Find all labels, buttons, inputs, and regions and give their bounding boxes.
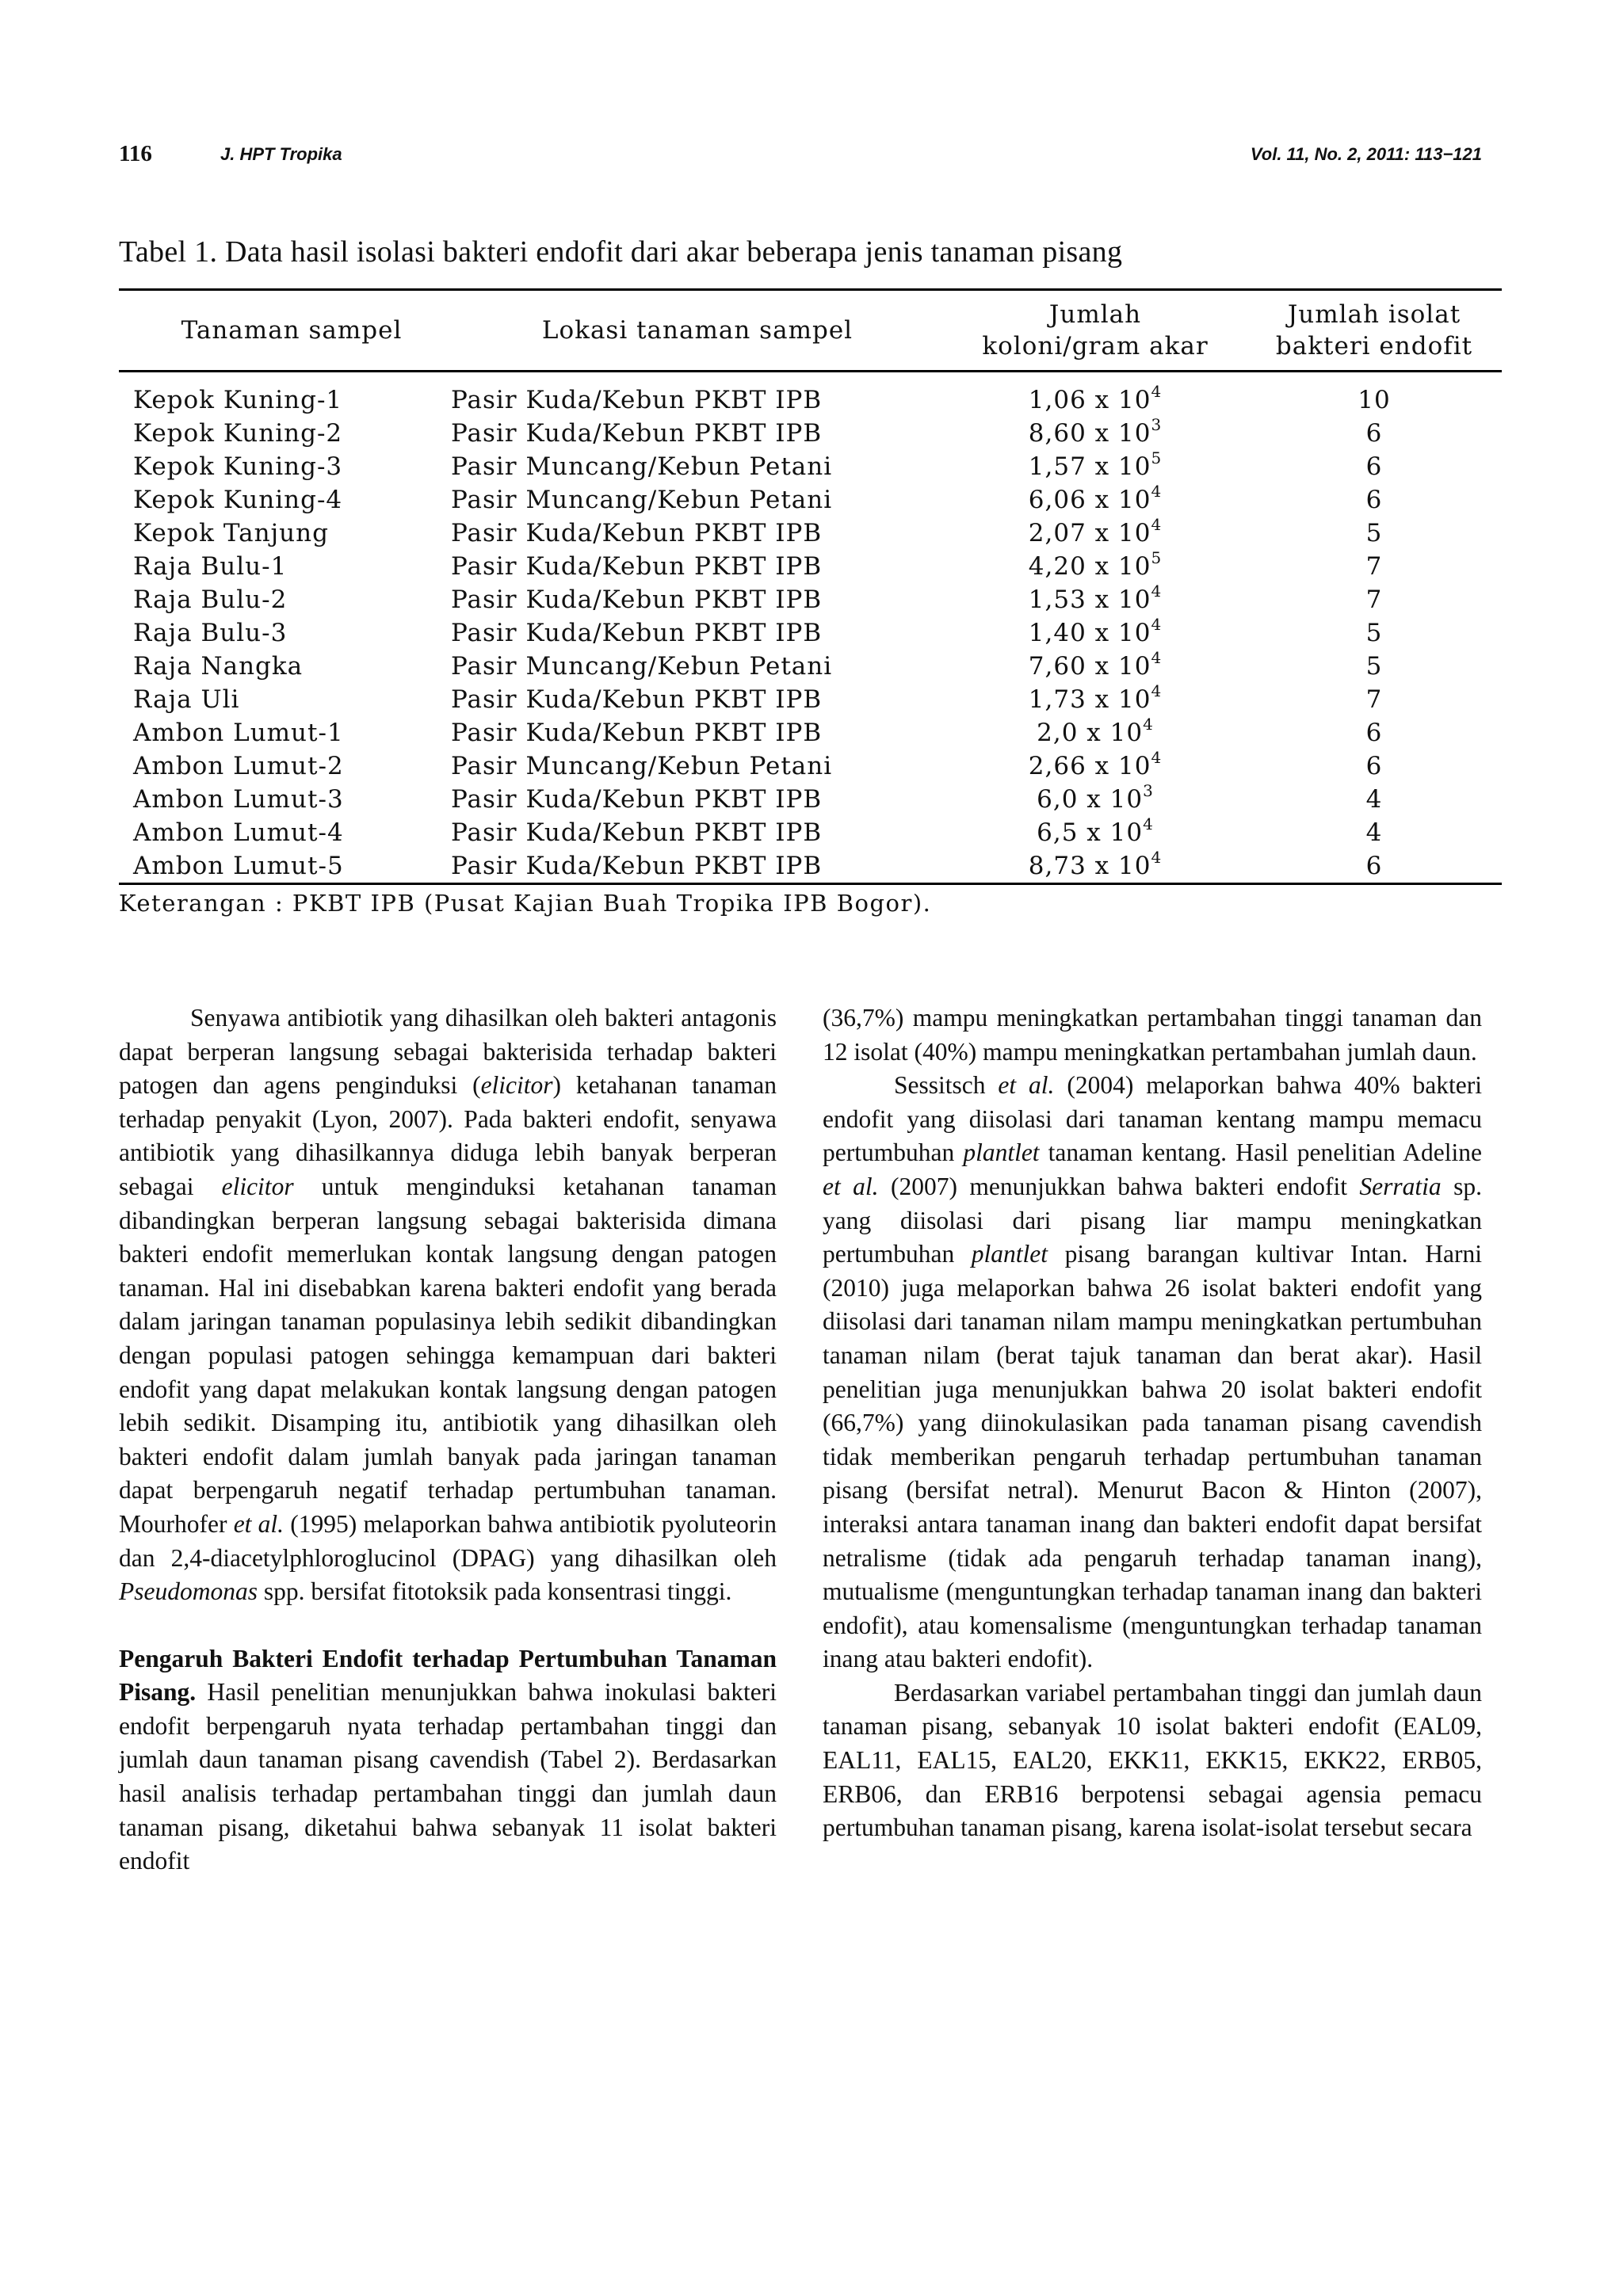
cell-plant: Ambon Lumut-2 [133,752,344,780]
paragraph: (36,7%) mampu meningkatkan pertambahan tinggi tanaman dan 12 isolat (40%) mampu meningkatkan pertambahan jumlah daun. [823,1004,1482,1066]
italic-term: et al. [998,1071,1055,1100]
cell-isolates: 4 [1365,785,1383,814]
colonies-base: 7,60 x 10 [1028,652,1151,681]
colonies-base: 1,73 x 10 [1028,685,1151,714]
col-header-location: Lokasi tanaman sampel [451,290,944,372]
text-run: (2004) melaporkan bahwa 40% bakteri endofit yang diisolasi dari tanaman kentang mampu memacu pertumbuhan [823,1071,1482,1167]
cell-colonies [944,683,1247,716]
colonies-exponent: 3 [1143,781,1154,800]
table-row [119,749,1502,783]
cell-location: Pasir Muncang/Kebun Petani [451,452,833,481]
colonies-base: 6,0 x 10 [1037,785,1144,814]
data-table [119,288,1482,917]
cell-location: Pasir Kuda/Kebun PKBT IPB [451,719,823,747]
cell-colonies [944,650,1247,683]
right-column [823,1001,1482,1845]
italic-term: et al. [233,1509,285,1538]
colonies-exponent: 4 [1151,848,1163,867]
text-run: ) ketahanan tanaman terhadap penyakit (Lyon, 2007). Pada bakteri endofit, senyawa antibiotik yang dihasilkannya diduga lebih banyak berperan sebagai [119,1071,777,1200]
colonies-exponent: 4 [1143,715,1154,734]
col-header-colonies-line1: Jumlah [1048,300,1142,329]
cell-isolates: 6 [1247,849,1502,884]
cell-plant: Ambon Lumut-5 [119,849,451,884]
cell-colonies [944,517,1247,550]
cell-plant: Raja Nangka [133,652,304,681]
col-header-colonies [944,290,1247,372]
cell-colonies [944,783,1247,816]
paragraph [119,1642,777,1878]
table-row [119,716,1502,749]
colonies-base: 6,5 x 10 [1037,818,1144,847]
table-caption: Tabel 1. Data hasil isolasi bakteri endofit dari akar beberapa jenis tanaman pisang [119,235,1123,269]
colonies-exponent: 4 [1151,582,1163,601]
paragraph-gap [119,1609,777,1642]
col-header-isolates-line2: bakteri endofit [1275,332,1473,360]
text-run: untuk menginduksi ketahanan tanaman dibandingkan berperan langsung sebagai bakterisida dimana bakteri endofit memerlukan kontak langsung dengan patogen tanaman. Hal ini disebabkan karena bakteri endofit yang berada dalam jaringan tanaman populasinya lebih sedikit dibandingkan dengan populasi patogen sehingga kemampuan dari bakteri endofit yang dapat melakukan kontak langsung dengan patogen lebih sedikit. Disamping itu, antibiotik yang dihasilkan oleh bakteri endofit dalam jumlah banyak pada jaringan tanaman dapat berpengaruh negatif terhadap pertumbuhan tanaman. Mourhofer [119,1172,777,1538]
paragraph [119,1001,777,1609]
cell-isolates: 5 [1365,652,1383,681]
cell-location: Pasir Kuda/Kebun PKBT IPB [451,818,823,847]
text-run: tanaman kentang. Hasil penelitian Adeline [1039,1138,1482,1167]
colonies-base: 8,60 x 10 [1028,419,1151,448]
journal-name: J. HPT Tropika [220,144,342,164]
cell-location: Pasir Kuda/Kebun PKBT IPB [451,519,823,547]
table-row [119,650,1502,683]
italic-term: Pseudomonas [119,1577,258,1606]
table-row [119,372,1502,418]
cell-colonies [944,450,1247,483]
cell-isolates: 7 [1365,552,1383,581]
cell-colonies [944,816,1247,849]
cell-isolates: 6 [1365,719,1383,747]
cell-plant: Ambon Lumut-3 [133,785,344,814]
cell-colonies [944,716,1247,749]
colonies-exponent: 4 [1151,648,1163,667]
cell-plant: Kepok Kuning-1 [133,386,343,414]
cell-plant: Raja Bulu-1 [133,552,288,581]
table-note: Keterangan : PKBT IPB (Pusat Kajian Buah Tropika IPB Bogor). [119,890,932,917]
table-row [119,483,1502,517]
cell-colonies [944,849,1247,884]
paragraph [823,1069,1482,1676]
colonies-base: 1,06 x 10 [1028,386,1151,414]
cell-location: Pasir Kuda/Kebun PKBT IPB [451,685,823,714]
cell-location: Pasir Kuda/Kebun PKBT IPB [451,849,944,884]
table-row [119,849,1502,884]
text-run: spp. bersifat fitotoksik pada konsentrasi tinggi. [258,1577,732,1606]
colonies-exponent: 4 [1151,615,1163,634]
section-heading: Pengaruh Bakteri Endofit terhadap Pertumbuhan Tanaman Pisang. [119,1644,777,1707]
cell-plant: Kepok Kuning-4 [133,486,343,514]
colonies-base: 2,66 x 10 [1028,752,1151,780]
cell-location: Pasir Muncang/Kebun Petani [451,486,833,514]
text-run: Hasil penelitian menunjukkan bahwa inokulasi bakteri endofit berpengaruh nyata terhadap pertambahan tinggi dan jumlah daun tanaman pisang cavendish (Tabel 2). Berdasarkan hasil analisis terhadap pertambahan tinggi dan jumlah daun tanaman pisang, diketahui bahwa sebanyak 11 isolat bakteri endofit [119,1678,777,1875]
cell-location: Pasir Kuda/Kebun PKBT IPB [451,619,823,647]
paragraph: Berdasarkan variabel pertambahan tinggi dan jumlah daun tanaman pisang, sebanyak 10 isolat bakteri endofit (EAL09, EAL11, EAL15, EAL20, EKK11, EKK15, EKK22, ERB05, ERB06, dan ERB16 berpotensi sebagai agensia pemacu pertumbuhan tanaman pisang, karena isolat-isolat tersebut secara [823,1678,1482,1842]
colonies-exponent: 4 [1143,814,1154,833]
table-row [119,783,1502,816]
col-header-isolates [1247,290,1502,372]
cell-colonies [944,372,1247,418]
cell-plant: Raja Uli [133,685,240,714]
cell-isolates: 6 [1365,486,1383,514]
cell-isolates: 7 [1365,685,1383,714]
cell-plant: Raja Bulu-3 [133,619,288,647]
cell-colonies [944,616,1247,650]
cell-colonies [944,417,1247,450]
colonies-exponent: 4 [1151,681,1163,700]
text-run: Senyawa antibiotik yang dihasilkan oleh bakteri antagonis dapat berperan langsung sebagai bakterisida terhadap bakteri patogen dan agens penginduksi ( [119,1004,777,1100]
cell-plant: Ambon Lumut-1 [133,719,344,747]
table-row [119,683,1502,716]
colonies-base: 4,20 x 10 [1028,552,1151,581]
cell-colonies [944,749,1247,783]
text-run: pisang barangan kultivar Intan. Harni (2010) juga melaporkan bahwa 26 isolat bakteri endofit yang diisolasi dari tanaman nilam mampu meningkatkan pertumbuhan tanaman nilam (berat tajuk tanaman dan berat akar). Hasil penelitian juga menunjukkan bahwa 20 isolat bakteri endofit (66,7%) yang diinokulasikan pada tanaman pisang cavendish tidak memberikan pengaruh terhadap pertumbuhan tanaman pisang (bersifat netral). Menurut Bacon & Hinton (2007), interaksi antara tanaman inang dan bakteri endofit dapat bersifat netralisme (tidak ada pengaruh terhadap tanaman inang), mutualisme (menguntungkan terhadap tanaman inang dan bakteri endofit), atau komensalisme (menguntungkan terhadap tanaman inang atau bakteri endofit). [823,1240,1482,1673]
table-row [119,450,1502,483]
left-column [119,1001,777,1878]
colonies-base: 2,0 x 10 [1037,719,1144,747]
cell-location: Pasir Kuda/Kebun PKBT IPB [451,552,823,581]
cell-isolates: 6 [1365,452,1383,481]
table-row [119,417,1502,450]
colonies-base: 1,40 x 10 [1028,619,1151,647]
cell-isolates: 6 [1365,752,1383,780]
table-row [119,616,1502,650]
colonies-exponent: 4 [1151,748,1163,767]
colonies-base: 1,57 x 10 [1028,452,1151,481]
cell-isolates: 4 [1365,818,1383,847]
cell-location: Pasir Kuda/Kebun PKBT IPB [451,785,823,814]
colonies-exponent: 4 [1151,482,1163,501]
page-number: 116 [119,141,152,166]
cell-location: Pasir Muncang/Kebun Petani [451,752,833,780]
colonies-base: 2,07 x 10 [1028,519,1151,547]
italic-term: Serratia [1359,1172,1442,1200]
col-header-isolates-line1: Jumlah isolat [1287,300,1461,329]
colonies-exponent: 5 [1151,448,1163,467]
cell-isolates: 6 [1365,419,1383,448]
cell-isolates: 10 [1358,386,1391,414]
cell-plant: Kepok Kuning-2 [133,419,343,448]
text-run: (2007) menunjukkan bahwa bakteri endofit [878,1172,1360,1200]
table-row [119,517,1502,550]
col-header-colonies-line2: koloni/gram akar [982,332,1209,360]
colonies-exponent: 4 [1151,382,1163,401]
italic-term: plantlet [971,1240,1048,1268]
cell-isolates: 5 [1365,519,1383,547]
cell-location: Pasir Kuda/Kebun PKBT IPB [451,419,823,448]
colonies-base: 1,53 x 10 [1028,585,1151,614]
running-header [119,141,1482,173]
cell-isolates: 7 [1365,585,1383,614]
table-row [119,583,1502,616]
text-run: (1995) melaporkan bahwa antibiotik pyoluteorin dan 2,4-diacetylphloroglucinol (DPAG) yang dihasilkan oleh [119,1509,777,1572]
cell-isolates: 5 [1365,619,1383,647]
cell-location: Pasir Kuda/Kebun PKBT IPB [451,386,823,414]
italic-term: et al. [823,1172,879,1200]
cell-plant: Kepok Kuning-3 [133,452,343,481]
cell-plant: Raja Bulu-2 [133,585,288,614]
table-header-row [119,290,1502,372]
colonies-base: 8,73 x 10 [1028,852,1151,880]
italic-term: elicitor [221,1172,294,1200]
col-header-plant: Tanaman sampel [119,290,451,372]
colonies-base: 6,06 x 10 [1028,486,1151,514]
colonies-exponent: 3 [1151,415,1163,434]
colonies-exponent: 5 [1151,548,1163,567]
text-run: Sessitsch [894,1071,999,1100]
cell-plant: Kepok Tanjung [133,519,329,547]
italic-term: elicitor [480,1071,553,1100]
cell-colonies [944,483,1247,517]
italic-term: plantlet [963,1138,1040,1167]
volume-info: Vol. 11, No. 2, 2011: 113−121 [1250,144,1482,164]
cell-plant: Ambon Lumut-4 [133,818,344,847]
text-run: sp. yang diisolasi dari pisang liar mampu meningkatkan pertumbuhan [823,1172,1482,1268]
cell-location: Pasir Muncang/Kebun Petani [451,652,833,681]
cell-location: Pasir Kuda/Kebun PKBT IPB [451,585,823,614]
cell-colonies [944,583,1247,616]
cell-colonies [944,550,1247,583]
table-row [119,816,1502,849]
table-row [119,550,1502,583]
colonies-exponent: 4 [1151,515,1163,534]
